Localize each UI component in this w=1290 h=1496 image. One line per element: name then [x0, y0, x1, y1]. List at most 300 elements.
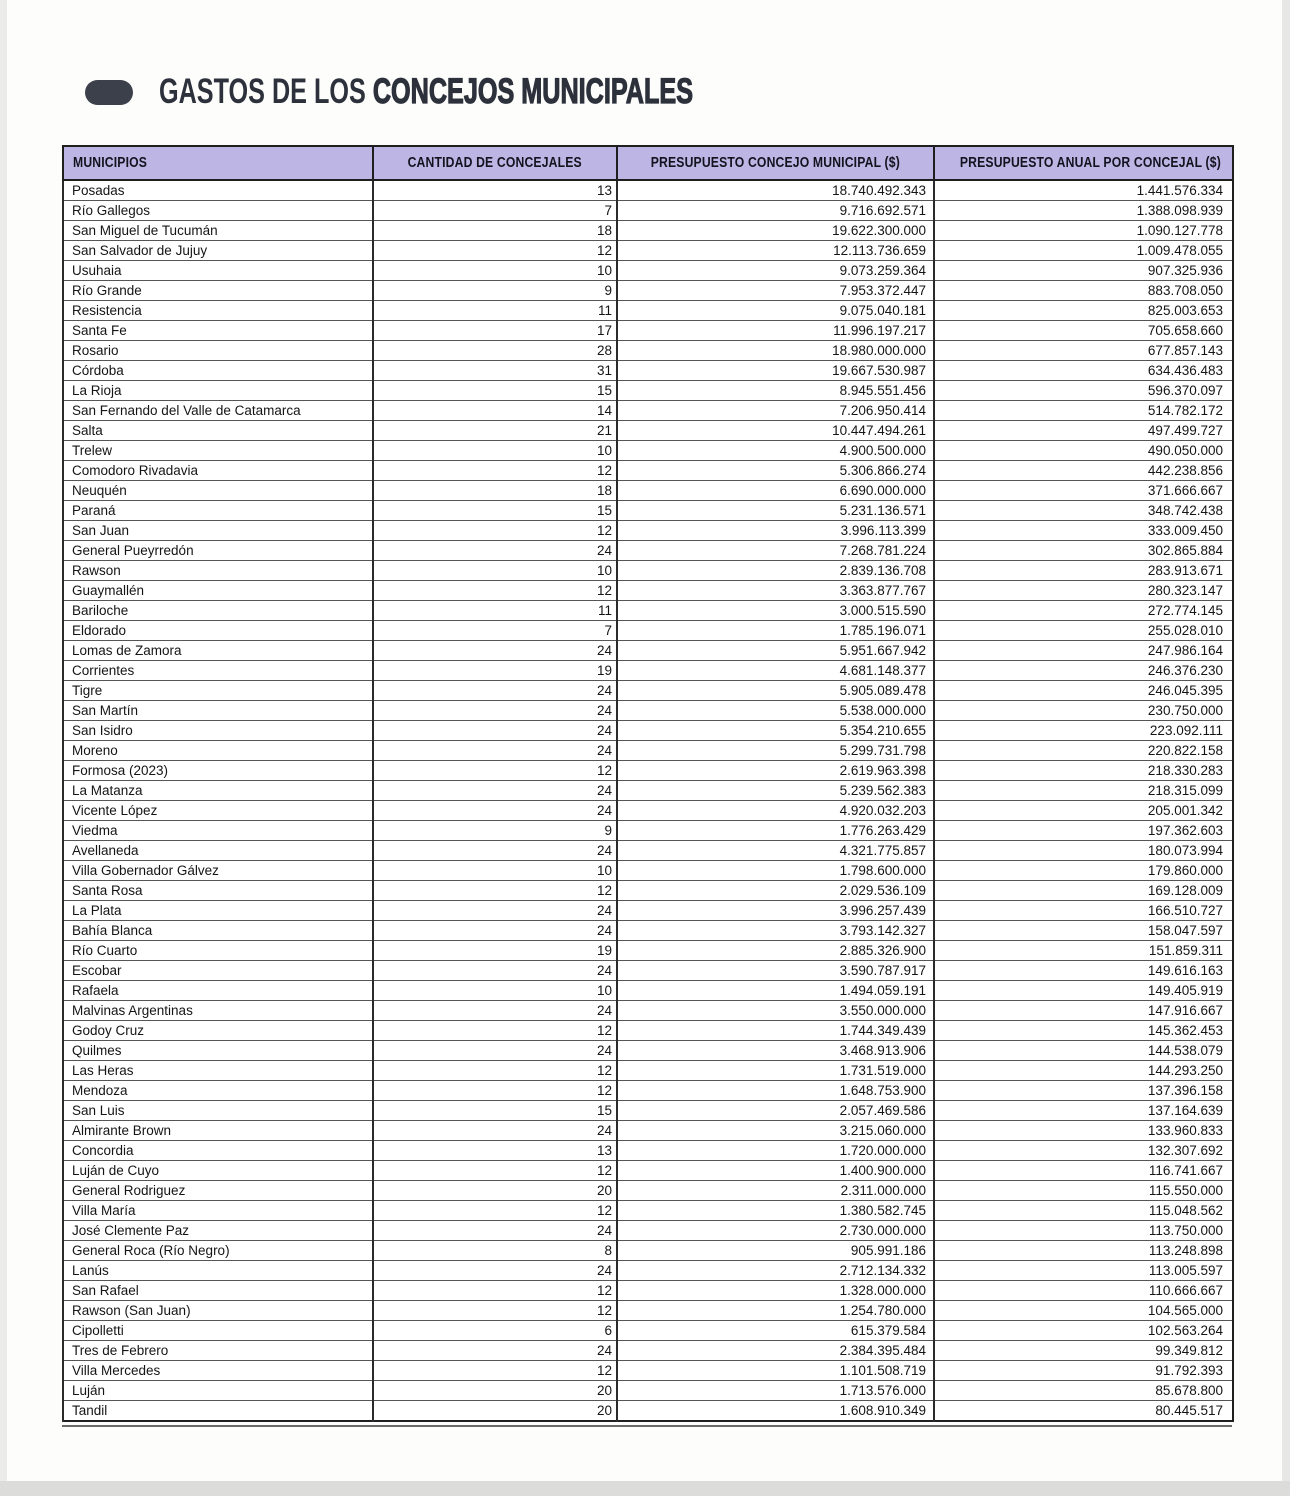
concejales-cell: 20 [373, 1381, 617, 1401]
presupuesto-por-concejal-cell: 145.362.453 [934, 1021, 1233, 1041]
presupuesto-concejo-cell: 2.311.000.000 [617, 1181, 934, 1201]
concejales-cell: 24 [373, 801, 617, 821]
presupuesto-por-concejal-cell: 115.550.000 [934, 1181, 1233, 1201]
presupuesto-concejo-cell: 1.328.000.000 [617, 1281, 934, 1301]
municipio-cell: Santa Fe [63, 321, 373, 341]
presupuesto-por-concejal-cell: 99.349.812 [934, 1341, 1233, 1361]
municipio-cell: Moreno [63, 741, 373, 761]
concejales-cell: 15 [373, 501, 617, 521]
presupuesto-concejo-cell: 9.716.692.571 [617, 201, 934, 221]
concejales-cell: 14 [373, 401, 617, 421]
page-edge-bottom [0, 1481, 1290, 1496]
presupuesto-concejo-cell: 9.073.259.364 [617, 261, 934, 281]
presupuesto-por-concejal-cell: 220.822.158 [934, 741, 1233, 761]
presupuesto-concejo-cell: 11.996.197.217 [617, 321, 934, 341]
presupuesto-por-concejal-cell: 230.750.000 [934, 701, 1233, 721]
presupuesto-por-concejal-cell: 85.678.800 [934, 1381, 1233, 1401]
municipio-cell: Rafaela [63, 981, 373, 1001]
page-edge-right [1282, 0, 1290, 1496]
table-row [63, 981, 1233, 1001]
table-row [63, 501, 1233, 521]
municipio-cell: Salta [63, 421, 373, 441]
concejales-cell: 12 [373, 881, 617, 901]
presupuesto-concejo-cell: 2.384.395.484 [617, 1341, 934, 1361]
concejales-cell: 21 [373, 421, 617, 441]
presupuesto-por-concejal-cell: 247.986.164 [934, 641, 1233, 661]
presupuesto-por-concejal-cell: 137.164.639 [934, 1101, 1233, 1121]
presupuesto-por-concejal-cell: 113.248.898 [934, 1241, 1233, 1261]
table-row [63, 180, 1233, 201]
municipio-cell: San Fernando del Valle de Catamarca [63, 401, 373, 421]
table-row [63, 1081, 1233, 1101]
municipio-cell: La Plata [63, 901, 373, 921]
concejales-cell: 24 [373, 961, 617, 981]
municipio-cell: Vicente López [63, 801, 373, 821]
table-row [63, 1241, 1233, 1261]
municipal-expenses-table-wrap [62, 145, 1232, 1427]
presupuesto-por-concejal-cell: 147.916.667 [934, 1001, 1233, 1021]
concejales-cell: 11 [373, 601, 617, 621]
presupuesto-concejo-cell: 3.996.257.439 [617, 901, 934, 921]
presupuesto-concejo-cell: 5.538.000.000 [617, 701, 934, 721]
presupuesto-concejo-cell: 1.400.900.000 [617, 1161, 934, 1181]
presupuesto-concejo-cell: 1.798.600.000 [617, 861, 934, 881]
presupuesto-por-concejal-cell: 179.860.000 [934, 861, 1233, 881]
municipio-cell: Villa Mercedes [63, 1361, 373, 1381]
table-row [63, 581, 1233, 601]
concejales-cell: 24 [373, 641, 617, 661]
municipio-cell: Rawson [63, 561, 373, 581]
concejales-cell: 28 [373, 341, 617, 361]
presupuesto-por-concejal-cell: 825.003.653 [934, 301, 1233, 321]
presupuesto-por-concejal-cell: 218.330.283 [934, 761, 1233, 781]
presupuesto-concejo-cell: 3.550.000.000 [617, 1001, 934, 1021]
concejales-cell: 7 [373, 201, 617, 221]
presupuesto-concejo-cell: 2.029.536.109 [617, 881, 934, 901]
presupuesto-concejo-cell: 19.667.530.987 [617, 361, 934, 381]
table-row [63, 241, 1233, 261]
presupuesto-por-concejal-cell: 149.405.919 [934, 981, 1233, 1001]
concejales-cell: 24 [373, 1261, 617, 1281]
presupuesto-concejo-cell: 2.885.326.900 [617, 941, 934, 961]
presupuesto-por-concejal-cell: 158.047.597 [934, 921, 1233, 941]
presupuesto-por-concejal-cell: 144.538.079 [934, 1041, 1233, 1061]
table-row [63, 861, 1233, 881]
table-row [63, 1121, 1233, 1141]
table-row [63, 1281, 1233, 1301]
presupuesto-concejo-cell: 1.776.263.429 [617, 821, 934, 841]
municipio-cell: Paraná [63, 501, 373, 521]
municipio-cell: Viedma [63, 821, 373, 841]
municipio-cell: Luján de Cuyo [63, 1161, 373, 1181]
presupuesto-por-concejal-cell: 137.396.158 [934, 1081, 1233, 1101]
concejales-cell: 6 [373, 1321, 617, 1341]
presupuesto-concejo-cell: 18.980.000.000 [617, 341, 934, 361]
municipio-cell: Río Gallegos [63, 201, 373, 221]
presupuesto-por-concejal-cell: 205.001.342 [934, 801, 1233, 821]
concejales-cell: 12 [373, 1081, 617, 1101]
municipio-cell: San Juan [63, 521, 373, 541]
municipio-cell: Godoy Cruz [63, 1021, 373, 1041]
concejales-cell: 12 [373, 761, 617, 781]
presupuesto-concejo-cell: 1.494.059.191 [617, 981, 934, 1001]
table-row [63, 201, 1233, 221]
table-header [63, 146, 1233, 180]
municipio-cell: Malvinas Argentinas [63, 1001, 373, 1021]
table-row [63, 541, 1233, 561]
presupuesto-concejo-cell: 4.920.032.203 [617, 801, 934, 821]
table-row [63, 561, 1233, 581]
concejales-cell: 12 [373, 241, 617, 261]
presupuesto-por-concejal-cell: 1.441.576.334 [934, 180, 1233, 201]
municipio-cell: San Luis [63, 1101, 373, 1121]
concejales-cell: 12 [373, 1061, 617, 1081]
municipio-cell: Tigre [63, 681, 373, 701]
presupuesto-concejo-cell: 1.713.576.000 [617, 1381, 934, 1401]
presupuesto-por-concejal-cell: 1.388.098.939 [934, 201, 1233, 221]
municipio-cell: Villa Gobernador Gálvez [63, 861, 373, 881]
municipio-cell: Trelew [63, 441, 373, 461]
presupuesto-concejo-cell: 19.622.300.000 [617, 221, 934, 241]
presupuesto-concejo-cell: 8.945.551.456 [617, 381, 934, 401]
concejales-cell: 24 [373, 741, 617, 761]
presupuesto-por-concejal-cell: 302.865.884 [934, 541, 1233, 561]
table-row [63, 601, 1233, 621]
municipio-cell: Resistencia [63, 301, 373, 321]
presupuesto-concejo-cell: 5.905.089.478 [617, 681, 934, 701]
page-title-emphasis: CONCEJOS MUNICIPALES [372, 72, 694, 111]
presupuesto-concejo-cell: 9.075.040.181 [617, 301, 934, 321]
presupuesto-concejo-cell: 2.839.136.708 [617, 561, 934, 581]
presupuesto-concejo-cell: 1.101.508.719 [617, 1361, 934, 1381]
municipio-cell: General Rodriguez [63, 1181, 373, 1201]
municipio-cell: Las Heras [63, 1061, 373, 1081]
concejales-cell: 9 [373, 821, 617, 841]
concejales-cell: 24 [373, 1121, 617, 1141]
municipio-cell: Neuquén [63, 481, 373, 501]
table-row [63, 301, 1233, 321]
presupuesto-por-concejal-cell: 218.315.099 [934, 781, 1233, 801]
presupuesto-concejo-cell: 1.720.000.000 [617, 1141, 934, 1161]
presupuesto-concejo-cell: 5.231.136.571 [617, 501, 934, 521]
presupuesto-concejo-cell: 1.648.753.900 [617, 1081, 934, 1101]
bullet-pill-icon [85, 80, 133, 105]
concejales-cell: 15 [373, 1101, 617, 1121]
concejales-cell: 24 [373, 841, 617, 861]
concejales-cell: 18 [373, 221, 617, 241]
presupuesto-concejo-cell: 3.996.113.399 [617, 521, 934, 541]
municipio-cell: Río Cuarto [63, 941, 373, 961]
presupuesto-por-concejal-cell: 490.050.000 [934, 441, 1233, 461]
section-header [85, 72, 901, 112]
presupuesto-por-concejal-cell: 497.499.727 [934, 421, 1233, 441]
presupuesto-por-concejal-cell: 110.666.667 [934, 1281, 1233, 1301]
municipio-cell: Cipolletti [63, 1321, 373, 1341]
table-row [63, 921, 1233, 941]
municipio-cell: Almirante Brown [63, 1121, 373, 1141]
municipio-cell: General Pueyrredón [63, 541, 373, 561]
presupuesto-por-concejal-cell: 113.005.597 [934, 1261, 1233, 1281]
col-header-municipios [63, 146, 373, 180]
presupuesto-concejo-cell: 4.681.148.377 [617, 661, 934, 681]
presupuesto-por-concejal-cell: 197.362.603 [934, 821, 1233, 841]
presupuesto-concejo-cell: 18.740.492.343 [617, 180, 934, 201]
table-row [63, 701, 1233, 721]
municipio-cell: Concordia [63, 1141, 373, 1161]
concejales-cell: 12 [373, 1301, 617, 1321]
municipio-cell: San Salvador de Jujuy [63, 241, 373, 261]
presupuesto-concejo-cell: 2.057.469.586 [617, 1101, 934, 1121]
table-row [63, 781, 1233, 801]
table-row [63, 1201, 1233, 1221]
municipio-cell: Lanús [63, 1261, 373, 1281]
municipio-cell: La Rioja [63, 381, 373, 401]
table-bottom-rule [62, 1425, 1232, 1427]
presupuesto-por-concejal-cell: 223.092.111 [934, 721, 1233, 741]
table-row [63, 221, 1233, 241]
presupuesto-por-concejal-cell: 166.510.727 [934, 901, 1233, 921]
municipio-cell: San Rafael [63, 1281, 373, 1301]
presupuesto-concejo-cell: 3.363.877.767 [617, 581, 934, 601]
presupuesto-concejo-cell: 4.900.500.000 [617, 441, 934, 461]
presupuesto-concejo-cell: 1.380.582.745 [617, 1201, 934, 1221]
municipio-cell: Rosario [63, 341, 373, 361]
municipal-expenses-table [62, 145, 1234, 1422]
presupuesto-por-concejal-cell: 246.045.395 [934, 681, 1233, 701]
presupuesto-concejo-cell: 2.712.134.332 [617, 1261, 934, 1281]
municipio-cell: Santa Rosa [63, 881, 373, 901]
concejales-cell: 12 [373, 1281, 617, 1301]
table-row [63, 461, 1233, 481]
municipio-cell: Bahía Blanca [63, 921, 373, 941]
table-row [63, 881, 1233, 901]
presupuesto-por-concejal-cell: 283.913.671 [934, 561, 1233, 581]
table-row [63, 1381, 1233, 1401]
municipio-cell: San Martín [63, 701, 373, 721]
presupuesto-concejo-cell: 10.447.494.261 [617, 421, 934, 441]
concejales-cell: 24 [373, 1221, 617, 1241]
presupuesto-por-concejal-cell: 180.073.994 [934, 841, 1233, 861]
table-row [63, 1141, 1233, 1161]
presupuesto-por-concejal-cell: 907.325.936 [934, 261, 1233, 281]
municipio-cell: Guaymallén [63, 581, 373, 601]
presupuesto-por-concejal-cell: 333.009.450 [934, 521, 1233, 541]
presupuesto-concejo-cell: 5.239.562.383 [617, 781, 934, 801]
table-row [63, 521, 1233, 541]
presupuesto-concejo-cell: 5.299.731.798 [617, 741, 934, 761]
presupuesto-por-concejal-cell: 371.666.667 [934, 481, 1233, 501]
presupuesto-por-concejal-cell: 133.960.833 [934, 1121, 1233, 1141]
concejales-cell: 15 [373, 381, 617, 401]
concejales-cell: 20 [373, 1181, 617, 1201]
concejales-cell: 12 [373, 1021, 617, 1041]
presupuesto-concejo-cell: 5.354.210.655 [617, 721, 934, 741]
col-header-cantidad-concejales-label: CANTIDAD DE CONCEJALES [407, 155, 583, 171]
municipio-cell: Formosa (2023) [63, 761, 373, 781]
concejales-cell: 19 [373, 941, 617, 961]
presupuesto-por-concejal-cell: 80.445.517 [934, 1401, 1233, 1422]
presupuesto-por-concejal-cell: 115.048.562 [934, 1201, 1233, 1221]
presupuesto-por-concejal-cell: 634.436.483 [934, 361, 1233, 381]
presupuesto-por-concejal-cell: 149.616.163 [934, 961, 1233, 981]
table-row [63, 281, 1233, 301]
col-header-cantidad-concejales [373, 146, 617, 180]
presupuesto-por-concejal-cell: 169.128.009 [934, 881, 1233, 901]
table-row [63, 1301, 1233, 1321]
table-row [63, 1181, 1233, 1201]
concejales-cell: 24 [373, 1341, 617, 1361]
presupuesto-concejo-cell: 3.215.060.000 [617, 1121, 934, 1141]
presupuesto-por-concejal-cell: 1.009.478.055 [934, 241, 1233, 261]
concejales-cell: 31 [373, 361, 617, 381]
presupuesto-concejo-cell: 3.793.142.327 [617, 921, 934, 941]
table-row [63, 941, 1233, 961]
municipio-cell: Lomas de Zamora [63, 641, 373, 661]
presupuesto-concejo-cell: 5.306.866.274 [617, 461, 934, 481]
presupuesto-por-concejal-cell: 677.857.143 [934, 341, 1233, 361]
municipio-cell: Luján [63, 1381, 373, 1401]
table-row [63, 1341, 1233, 1361]
table-row [63, 1321, 1233, 1341]
presupuesto-concejo-cell: 1.785.196.071 [617, 621, 934, 641]
table-row [63, 901, 1233, 921]
presupuesto-por-concejal-cell: 705.658.660 [934, 321, 1233, 341]
col-header-presupuesto-por-concejal-label: PRESUPUESTO ANUAL POR CONCEJAL ($) [959, 155, 1221, 171]
col-header-presupuesto-por-concejal [934, 146, 1233, 180]
municipio-cell: Bariloche [63, 601, 373, 621]
table-row [63, 1101, 1233, 1121]
municipio-cell: Eldorado [63, 621, 373, 641]
concejales-cell: 24 [373, 921, 617, 941]
table-row [63, 641, 1233, 661]
table-row [63, 1041, 1233, 1061]
col-header-municipios-label: MUNICIPIOS [73, 155, 148, 171]
concejales-cell: 24 [373, 1041, 617, 1061]
concejales-cell: 12 [373, 1161, 617, 1181]
table-row [63, 1001, 1233, 1021]
table-row [63, 1021, 1233, 1041]
concejales-cell: 13 [373, 180, 617, 201]
municipio-cell: Escobar [63, 961, 373, 981]
municipio-cell: Tandil [63, 1401, 373, 1422]
presupuesto-concejo-cell: 7.268.781.224 [617, 541, 934, 561]
table-row [63, 421, 1233, 441]
presupuesto-por-concejal-cell: 255.028.010 [934, 621, 1233, 641]
presupuesto-concejo-cell: 2.730.000.000 [617, 1221, 934, 1241]
presupuesto-concejo-cell: 12.113.736.659 [617, 241, 934, 261]
municipio-cell: Mendoza [63, 1081, 373, 1101]
table-row [63, 441, 1233, 461]
presupuesto-concejo-cell: 3.000.515.590 [617, 601, 934, 621]
municipio-cell: Comodoro Rivadavia [63, 461, 373, 481]
table-row [63, 1061, 1233, 1081]
presupuesto-concejo-cell: 1.731.519.000 [617, 1061, 934, 1081]
concejales-cell: 24 [373, 721, 617, 741]
concejales-cell: 18 [373, 481, 617, 501]
presupuesto-concejo-cell: 6.690.000.000 [617, 481, 934, 501]
presupuesto-por-concejal-cell: 144.293.250 [934, 1061, 1233, 1081]
concejales-cell: 24 [373, 681, 617, 701]
table-row [63, 741, 1233, 761]
presupuesto-concejo-cell: 1.608.910.349 [617, 1401, 934, 1422]
table-row [63, 401, 1233, 421]
municipio-cell: Villa María [63, 1201, 373, 1221]
table-body [63, 180, 1233, 1421]
municipio-cell: Tres de Febrero [63, 1341, 373, 1361]
municipio-cell: Quilmes [63, 1041, 373, 1061]
presupuesto-por-concejal-cell: 132.307.692 [934, 1141, 1233, 1161]
municipio-cell: Avellaneda [63, 841, 373, 861]
table-row [63, 801, 1233, 821]
presupuesto-por-concejal-cell: 102.563.264 [934, 1321, 1233, 1341]
presupuesto-por-concejal-cell: 151.859.311 [934, 941, 1233, 961]
presupuesto-concejo-cell: 7.206.950.414 [617, 401, 934, 421]
concejales-cell: 13 [373, 1141, 617, 1161]
presupuesto-por-concejal-cell: 272.774.145 [934, 601, 1233, 621]
concejales-cell: 11 [373, 301, 617, 321]
presupuesto-por-concejal-cell: 442.238.856 [934, 461, 1233, 481]
concejales-cell: 24 [373, 901, 617, 921]
table-row [63, 1401, 1233, 1422]
table-row [63, 681, 1233, 701]
table-row [63, 1361, 1233, 1381]
concejales-cell: 10 [373, 561, 617, 581]
concejales-cell: 10 [373, 441, 617, 461]
table-row [63, 761, 1233, 781]
presupuesto-por-concejal-cell: 113.750.000 [934, 1221, 1233, 1241]
concejales-cell: 7 [373, 621, 617, 641]
table-row [63, 661, 1233, 681]
concejales-cell: 10 [373, 261, 617, 281]
table-row [63, 621, 1233, 641]
page-edge-left [0, 0, 7, 1496]
concejales-cell: 12 [373, 1361, 617, 1381]
concejales-cell: 24 [373, 541, 617, 561]
concejales-cell: 19 [373, 661, 617, 681]
table-row [63, 321, 1233, 341]
page-title-prefix: GASTOS DE LOS [159, 72, 366, 111]
presupuesto-concejo-cell: 3.468.913.906 [617, 1041, 934, 1061]
municipio-cell: Córdoba [63, 361, 373, 381]
table-row [63, 341, 1233, 361]
presupuesto-por-concejal-cell: 596.370.097 [934, 381, 1233, 401]
table-row [63, 961, 1233, 981]
presupuesto-por-concejal-cell: 280.323.147 [934, 581, 1233, 601]
presupuesto-concejo-cell: 2.619.963.398 [617, 761, 934, 781]
concejales-cell: 8 [373, 1241, 617, 1261]
table-row [63, 1261, 1233, 1281]
presupuesto-por-concejal-cell: 883.708.050 [934, 281, 1233, 301]
presupuesto-por-concejal-cell: 91.792.393 [934, 1361, 1233, 1381]
presupuesto-por-concejal-cell: 246.376.230 [934, 661, 1233, 681]
concejales-cell: 17 [373, 321, 617, 341]
municipio-cell: General Roca (Río Negro) [63, 1241, 373, 1261]
presupuesto-por-concejal-cell: 104.565.000 [934, 1301, 1233, 1321]
table-header-row [63, 146, 1233, 180]
presupuesto-concejo-cell: 615.379.584 [617, 1321, 934, 1341]
table-row [63, 721, 1233, 741]
municipio-cell: San Isidro [63, 721, 373, 741]
col-header-presupuesto-concejo-label: PRESUPUESTO CONCEJO MUNICIPAL ($) [650, 155, 901, 171]
page-title [159, 72, 693, 112]
concejales-cell: 10 [373, 981, 617, 1001]
presupuesto-concejo-cell: 3.590.787.917 [617, 961, 934, 981]
table-row [63, 1161, 1233, 1181]
presupuesto-concejo-cell: 4.321.775.857 [617, 841, 934, 861]
concejales-cell: 20 [373, 1401, 617, 1422]
concejales-cell: 12 [373, 1201, 617, 1221]
table-row [63, 481, 1233, 501]
